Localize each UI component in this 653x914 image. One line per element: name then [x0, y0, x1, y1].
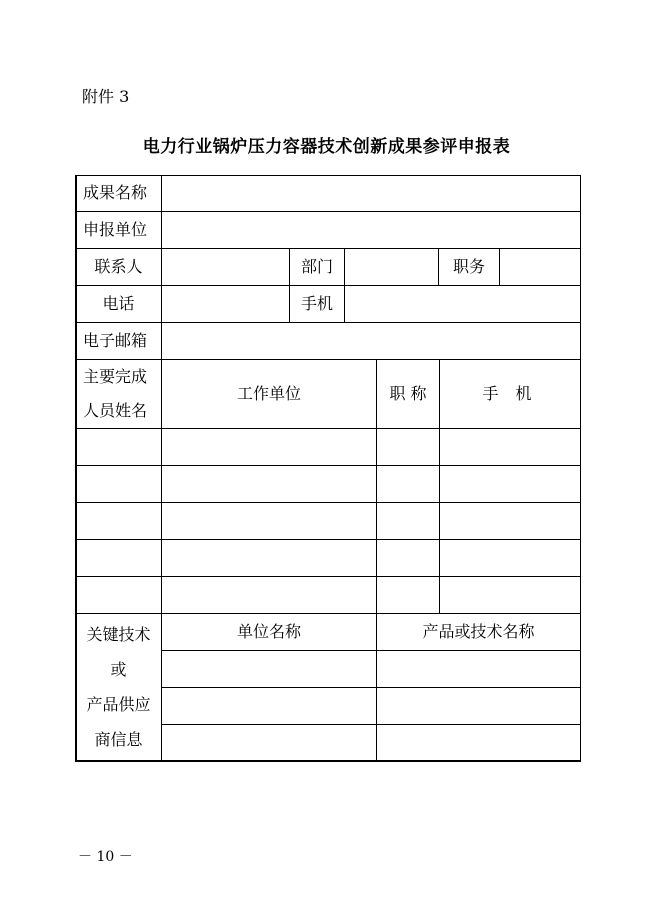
member-row-1-unit[interactable] — [163, 430, 375, 464]
achievement-name-label: 成果名称 — [83, 183, 148, 202]
email-label: 电子邮箱 — [83, 331, 148, 350]
email-field[interactable] — [163, 324, 579, 358]
supplier-row-1-unit[interactable] — [163, 652, 375, 686]
mobile-field[interactable] — [346, 287, 579, 321]
col-product-name: 产品或技术名称 — [422, 622, 535, 641]
members-label-line2: 人员姓名 — [83, 401, 148, 420]
member-row-3-unit[interactable] — [163, 504, 375, 538]
member-row-4-name[interactable] — [77, 541, 160, 575]
member-row-2-mobile[interactable] — [441, 467, 579, 501]
supplier-row-3-unit[interactable] — [163, 726, 375, 759]
col-mobile: 手 机 — [482, 384, 538, 403]
supplier-row-3-product[interactable] — [378, 726, 579, 759]
supplier-label-line4: 商信息 — [94, 730, 143, 749]
applicant-unit-label: 申报单位 — [83, 220, 148, 239]
member-row-3-mobile[interactable] — [441, 504, 579, 538]
department-field[interactable] — [346, 250, 437, 284]
member-row-5-mobile[interactable] — [441, 578, 579, 612]
achievement-name-field[interactable] — [163, 177, 579, 210]
member-row-1-mobile[interactable] — [441, 430, 579, 464]
member-row-5-name[interactable] — [77, 578, 160, 612]
supplier-label-line3: 产品供应 — [86, 695, 151, 714]
member-row-4-unit[interactable] — [163, 541, 375, 575]
members-label-line1: 主要完成 — [83, 367, 148, 386]
member-row-3-name[interactable] — [77, 504, 160, 538]
contact-person-field[interactable] — [163, 250, 288, 284]
supplier-row-2-unit[interactable] — [163, 689, 375, 723]
attachment-label: 附件 3 — [82, 87, 130, 106]
form-title: 电力行业锅炉压力容器技术创新成果参评申报表 — [142, 137, 511, 157]
supplier-label-line1: 关键技术 — [86, 625, 151, 644]
phone-label: 电话 — [102, 294, 135, 313]
position-field[interactable] — [501, 250, 579, 284]
member-row-1-name[interactable] — [77, 430, 160, 464]
member-row-2-name[interactable] — [77, 467, 160, 501]
supplier-label-line2: 或 — [110, 660, 127, 679]
position-label: 职务 — [452, 257, 485, 276]
mobile-label: 手机 — [300, 294, 333, 313]
member-row-5-unit[interactable] — [163, 578, 375, 612]
member-row-1-title[interactable] — [378, 430, 438, 464]
col-unit-name: 单位名称 — [236, 622, 301, 641]
member-row-3-title[interactable] — [378, 504, 438, 538]
phone-field[interactable] — [163, 287, 288, 321]
supplier-row-1-product[interactable] — [378, 652, 579, 686]
member-row-5-title[interactable] — [378, 578, 438, 612]
applicant-unit-field[interactable] — [163, 213, 579, 247]
member-row-2-unit[interactable] — [163, 467, 375, 501]
member-row-2-title[interactable] — [378, 467, 438, 501]
member-row-4-mobile[interactable] — [441, 541, 579, 575]
col-work-unit: 工作单位 — [236, 384, 301, 403]
page-number: － 10 － — [78, 849, 133, 865]
contact-person-label: 联系人 — [94, 257, 143, 276]
member-row-4-title[interactable] — [378, 541, 438, 575]
supplier-row-2-product[interactable] — [378, 689, 579, 723]
department-label: 部门 — [300, 257, 333, 276]
col-title: 职 称 — [389, 384, 427, 403]
